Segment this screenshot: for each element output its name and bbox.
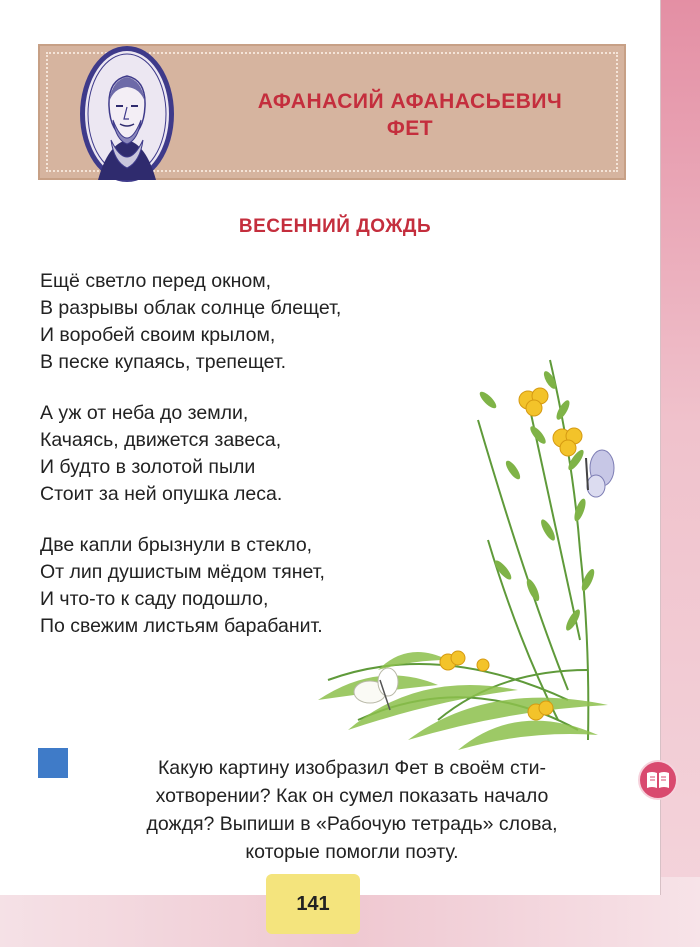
poem-line: А уж от неба до земли, xyxy=(40,402,249,424)
author-portrait-icon xyxy=(78,44,176,184)
book-icon xyxy=(640,762,676,798)
poem-line: В разрывы облак солнце блещет, xyxy=(40,297,342,319)
task-marker-icon xyxy=(38,748,68,778)
flower-illustration xyxy=(318,340,618,760)
question-line: дождя? Выпиши в «Рабочую тетрадь» слова, xyxy=(146,813,558,835)
author-name-line1: АФАНАСИЙ АФАНАСЬЕВИЧ xyxy=(257,90,563,113)
author-name xyxy=(200,88,620,142)
question-line: которые помогли поэту. xyxy=(245,841,459,863)
question-text xyxy=(84,754,620,866)
poem-line: От лип душистым мёдом тянет, xyxy=(40,561,325,583)
poem-line: Стоит за ней опушка леса. xyxy=(40,483,283,505)
poem-line: По свежим листьям барабанит. xyxy=(40,615,323,637)
poem-line: И воробей своим крылом, xyxy=(40,324,276,346)
author-name-line2: ФЕТ xyxy=(386,117,434,140)
poem-line: И что-то к саду подошло, xyxy=(40,588,269,610)
butterfly-icon xyxy=(586,450,614,497)
question-line: хотворении? Как он сумел показать начало xyxy=(155,785,549,807)
poem-line: В песке купаясь, трепещет. xyxy=(40,351,287,373)
question-line: Какую картину изобразил Фет в своём сти- xyxy=(157,757,547,779)
workbook-button[interactable] xyxy=(638,760,678,800)
poem-line: Качаясь, движется завеса, xyxy=(40,429,282,451)
poem-line: Две капли брызнули в стекло, xyxy=(40,534,313,556)
poem-line: И будто в золотой пыли xyxy=(40,456,256,478)
page-number: 141 xyxy=(266,874,360,934)
poem-title: ВЕСЕННИЙ ДОЖДЬ xyxy=(238,216,432,237)
poem-line: Ещё светло перед окном, xyxy=(40,270,272,292)
